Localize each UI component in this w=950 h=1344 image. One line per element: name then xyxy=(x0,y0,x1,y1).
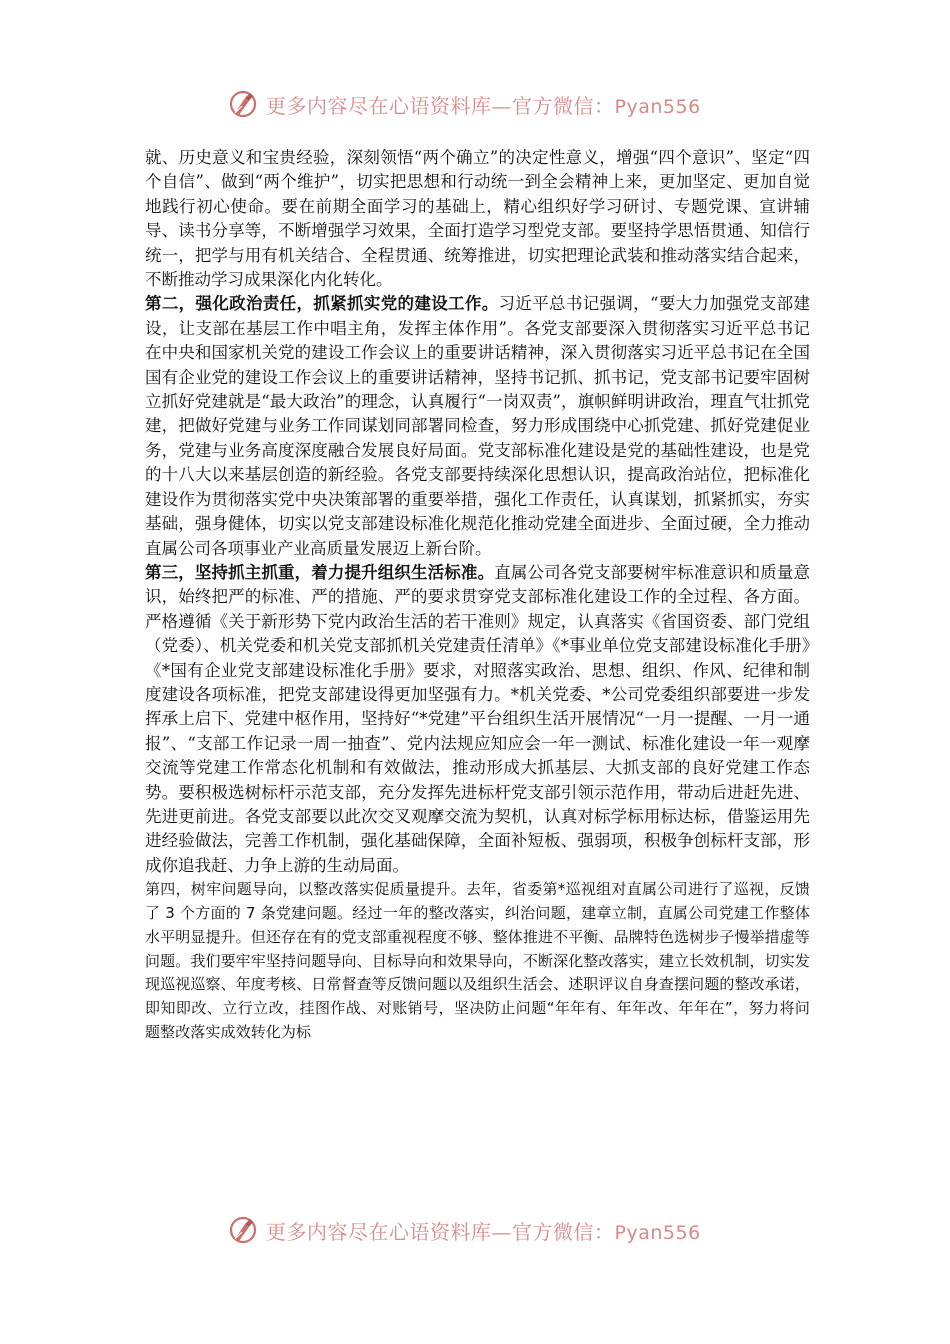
document-body xyxy=(145,146,810,1045)
pen-nib-logo-icon xyxy=(228,89,258,119)
pen-nib-logo-icon xyxy=(228,1215,258,1245)
header-watermark-text xyxy=(266,90,701,119)
footer-watermark-banner xyxy=(228,1212,748,1248)
paragraph-2-heading: 第二，强化政治责任，抓紧抓实党的建设工作。 xyxy=(145,294,499,314)
footer-watermark-handle: Pyan556 xyxy=(614,1221,701,1244)
paragraph-fourth-point xyxy=(145,878,810,1045)
paragraph-3-heading: 第三，坚持抓主抓重，着力提升组织生活标准。 xyxy=(145,562,495,582)
paragraph-third-point xyxy=(145,561,810,878)
paragraph-1-text: 就、历史意义和宝贵经验，深刻领悟“两个确立”的决定性意义，增强“四个意识”、坚定“四个自信”、做到“两个维护”，切实把思想和行动统一到全会精神上来，更加坚定、更加自觉地践行初心使命。要在前期全面学习的基础上，精心组织好学习研讨、专题党课、宣讲辅导、读书分享等，不断增强学习效果，全面打造学习型党支部。要坚持学思悟贯通、知信行统一，把学与用有机关结合、全程贯通、统筹推进，切实把理论武装和推动落实结合起来，不断推动学习成果深化内化转化。 xyxy=(145,148,810,290)
header-watermark-handle: Pyan556 xyxy=(614,95,701,118)
header-watermark-label: 更多内容尽在心语资料库—官方微信： xyxy=(266,93,615,118)
paragraph-second-point xyxy=(145,292,810,560)
header-watermark-banner xyxy=(228,86,748,122)
footer-watermark-text xyxy=(266,1216,701,1245)
paragraph-2-text: 习近平总书记强调，“要大力加强党支部建设，让支部在基层工作中唱主角，发挥主体作用”。各党支部要深入贯彻落实习近平总书记在中央和国家机关党的建设工作会议上的重要讲话精神，深入贯彻落实习近平总书记在全国国有企业党的建设工作会议上的重要讲话精神，坚持书记抓、抓书记，党支部书记要牢固树立抓好党建就是“最大政治”的理念，认真履行“一岗双责”，旗帜鲜明讲政治，理直气壮抓党建，把做好党建与业务工作同谋划同部署同检查，努力形成围绕中心抓党建、抓好党建促业务，党建与业务高度深度融合发展良好局面。党支部标准化建设是党的基础性建设，也是党的十八大以来基层创造的新经验。各党支部要持续深化思想认识，提高政治站位，把标准化建设作为贯彻落实党中央决策部署的重要举措，强化工作责任，认真谋划，抓紧抓实，夯实基础，强身健体，切实以党支部建设标准化规范化推动党建全面进步、全面过硬，全力推动直属公司各项事业产业高质量发展迈上新台阶。 xyxy=(145,294,811,558)
footer-watermark-label: 更多内容尽在心语资料库—官方微信： xyxy=(266,1219,615,1244)
paragraph-continuation xyxy=(145,146,810,292)
paragraph-4-text: 第四，树牢问题导向，以整改落实促质量提升。去年，省委第*巡视组对直属公司进行了巡视，反馈了 3 个方面的 7 条党建问题。经过一年的整改落实，纠治问题，建章立制，直属公司党建工作整体水平明显提升。但还存在有的党支部重视程度不够、整体推进不平衡、品牌特色选树步子慢举措虚等问题。我们要牢牢坚持问题导向、目标导向和效果导向，不断深化整改落实，建立长效机制，切实发现巡视巡察、年度考核、日常督查等反馈问题以及组织生活会、述职评议自身查摆问题的整改承诺，即知即改、立行立改，挂图作战、对账销号，坚决防止问题“年年有、年年改、年年在”，努力将问题整改落实成效转化为标 xyxy=(145,880,810,1041)
paragraph-3-text: 直属公司各党支部要树牢标准意识和质量意识，始终把严的标准、严的措施、严的要求贯穿党支部标准化建设工作的全过程、各方面。严格遵循《关于新形势下党内政治生活的若干准则》规定，认真落实《省国资委、部门党组（党委）、机关党委和机关党支部抓机关党建责任清单》《*事业单位党支部建设标准化手册》《*国有企业党支部建设标准化手册》要求，对照落实政治、思想、组织、作风、纪律和制度建设各项标准，把党支部建设得更加坚强有力。*机关党委、*公司党委组织部要进一步发挥承上启下、党建中枢作用，坚持好“*党建”平台组织生活开展情况“一月一提醒、一月一通报”、“支部工作记录一周一抽查”、党内法规应知应会一年一测试、标准化建设一年一观摩交流等党建工作常态化机制和有效做法，推动形成大抓基层、大抓支部的良好党建工作态势。要积极选树标杆示范支部，充分发挥先进标杆党支部引领示范作用，带动后进赶先进、先进更前进。各党支部要以此次交叉观摩交流为契机，认真对标学标用标达标，借鉴运用先进经验做法，完善工作机制，强化基础保障，全面补短板、强弱项，积极争创标杆支部，形成你追我赶、力争上游的生动局面。 xyxy=(145,562,811,875)
